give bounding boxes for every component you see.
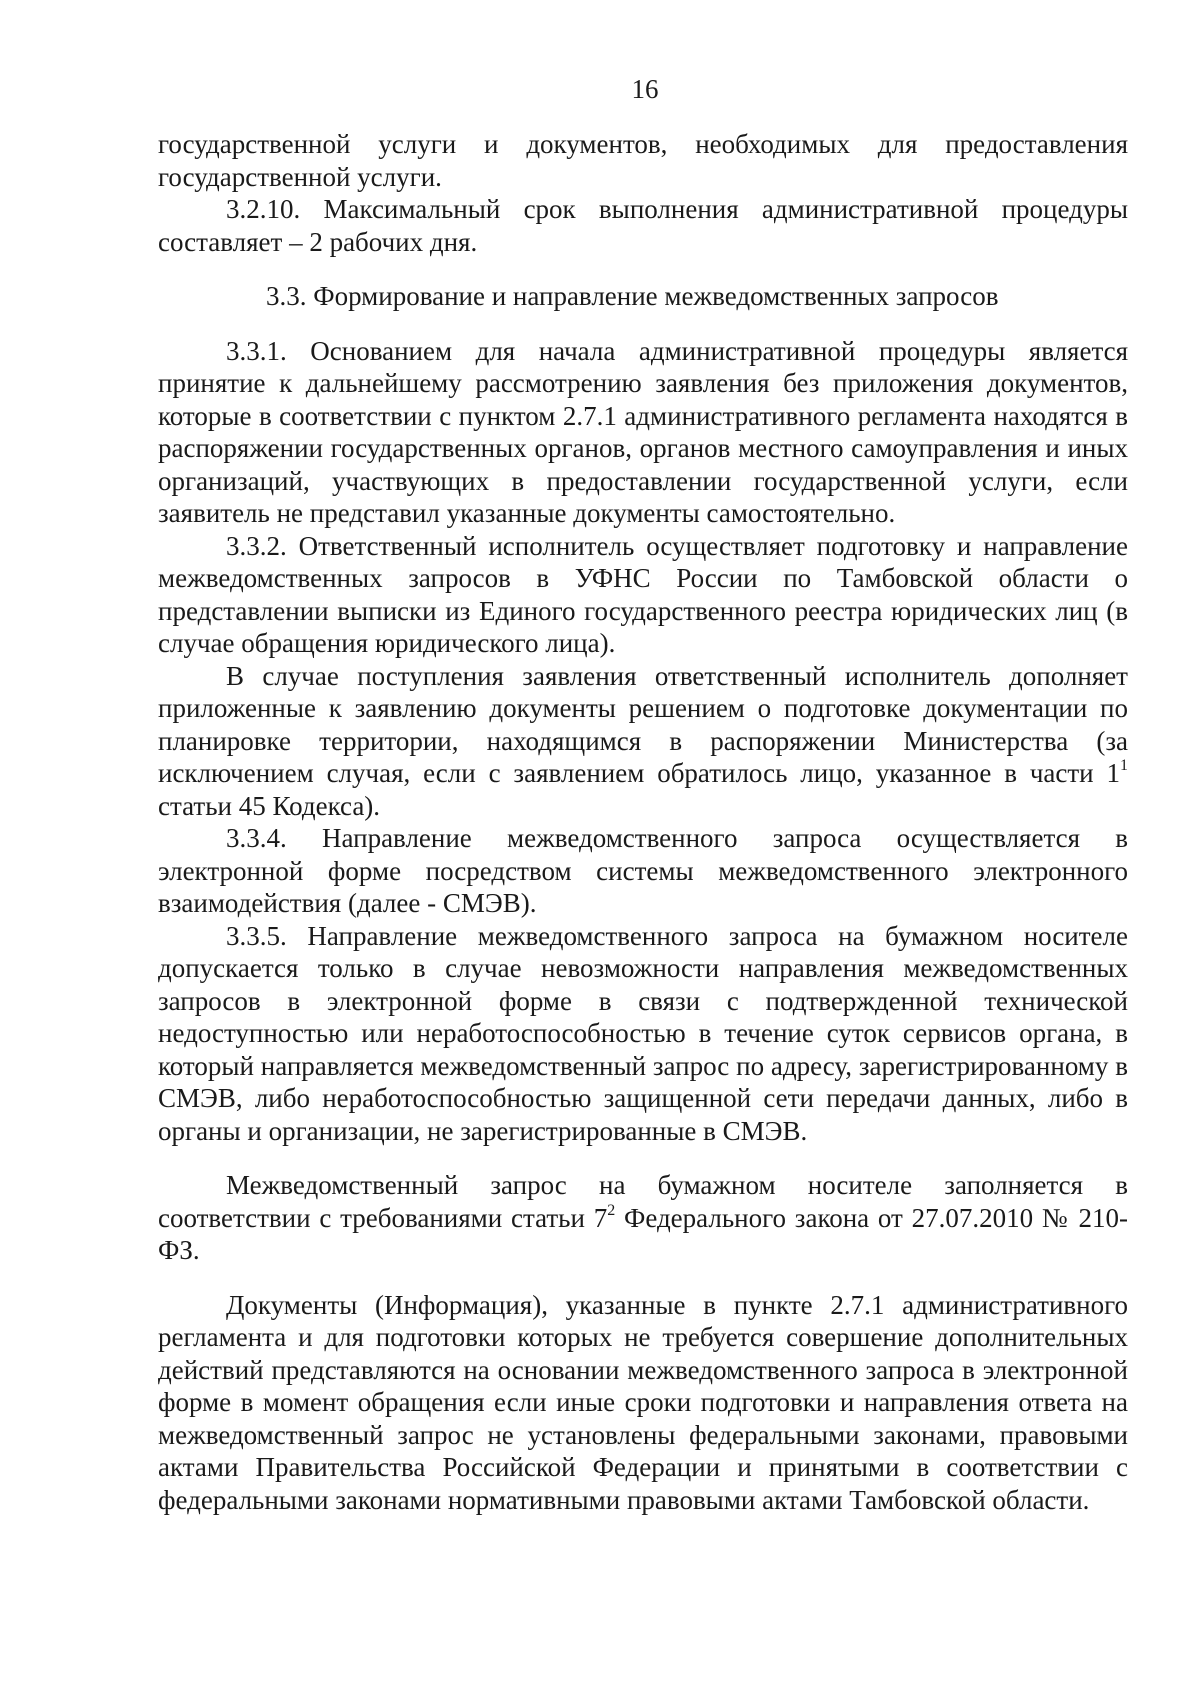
paragraph-3-3-5: 3.3.5. Направление межведомственного запроса на бумажном носителе допускается только в случае невозможности направления межведомственных запросов в электронной форме в связи с подтвержденной технической недоступностью или неработоспособностью в течение суток сервисов органа, в который направляется межведомственный запрос по адресу, зарегистрированному в СМЭВ, либо неработоспособностью защищенной сети передачи данных, либо в органы и организации, не зарегистрированные в СМЭВ. bbox=[158, 920, 1128, 1146]
page-number: 16 bbox=[631, 74, 659, 104]
document-body bbox=[158, 128, 1128, 1516]
paragraph-continuation: государственной услуги и документов, необходимых для предоставления государственной услуги. bbox=[158, 129, 1128, 192]
section-heading-3-3: 3.3. Формирование и направление межведомственных запросов bbox=[266, 281, 999, 311]
paragraph-3-3-1: 3.3.1. Основанием для начала административной процедуры является принятие к дальнейшему рассмотрению заявления без приложения документов, которые в соответствии с пунктом 2.7.1 административного регламента находятся в распоряжении государственных органов, органов местного самоуправления и иных организаций, участвующих в предоставлении государственной услуги, если заявитель не представил указанные документы самостоятельно. bbox=[158, 335, 1128, 528]
paragraph-documents-information: Документы (Информация), указанные в пункте 2.7.1 административного регламента и для подготовки которых не требуется совершение дополнительных действий представляются на основании межведомственного запроса в электронной форме в момент обращения если иные сроки подготовки и направления ответа на межведомственный запрос не установлены федеральными законами, правовыми актами Правительства Российской Федерации и принятыми в соответствии с федеральными законами нормативными правовыми актами Тамбовской области. bbox=[158, 1289, 1128, 1515]
paragraph-text: Межведомственный запрос на бумажном носителе заполняется в соответствии с требованиями статьи 7 bbox=[158, 1170, 1128, 1233]
paragraph-3-3-4: 3.3.4. Направление межведомственного запроса осуществляется в электронной форме посредством системы межведомственного электронного взаимодействия (далее - СМЭВ). bbox=[158, 823, 1128, 918]
superscript: 1 bbox=[1120, 757, 1128, 774]
superscript: 2 bbox=[607, 1201, 616, 1219]
paragraph-3-3-2: 3.3.2. Ответственный исполнитель осуществляет подготовку и направление межведомственных запросов в УФНС России по Тамбовской области о представлении выписки из Единого государственного реестра юридических лиц (в случае обращения юридического лица). bbox=[158, 530, 1128, 658]
paragraph-text: В случае поступления заявления ответственный исполнитель дополняет приложенные к заявлению документы решением о подготовке документации по планировке территории, находящимся в распоряжении Министерства (за исключением случая, если с заявлением обратилось лицо, указанное в части 1 bbox=[158, 660, 1128, 788]
paragraph-text-tail: статьи 45 Кодекса). bbox=[158, 790, 381, 821]
paragraph-3-2-10: 3.2.10. Максимальный срок выполнения административной процедуры составляет – 2 рабочих дня. bbox=[158, 194, 1128, 257]
paragraph-paper-request bbox=[158, 1169, 1128, 1267]
paragraph-text-tail: Федерального закона от 27.07.2010 № 210-ФЗ. bbox=[158, 1202, 1128, 1265]
paragraph-case-of-application bbox=[158, 660, 1128, 823]
